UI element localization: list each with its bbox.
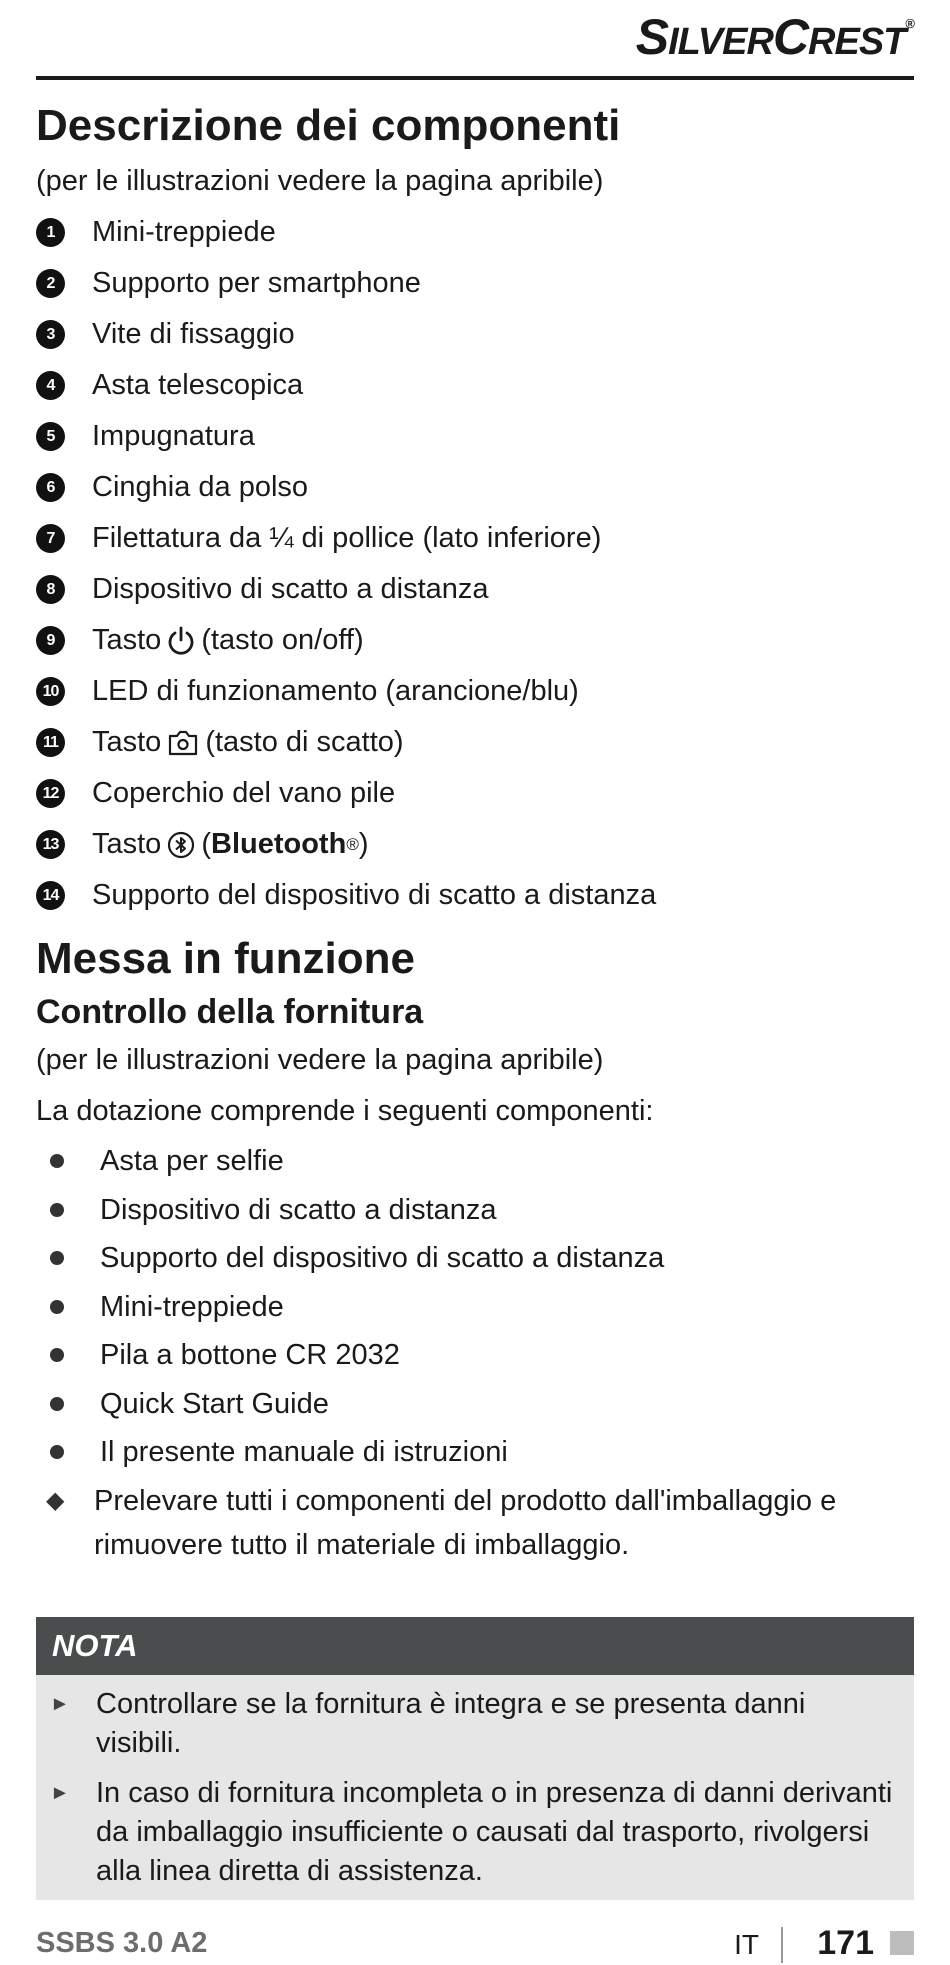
- number-badge: 5: [36, 422, 65, 451]
- arrow-right-icon: ►: [50, 1693, 70, 1715]
- number-badge: 14: [36, 881, 65, 910]
- list-item-text: Asta per selfie: [100, 1145, 284, 1177]
- component-label: Tasto: [92, 624, 162, 656]
- note-item: [50, 1774, 898, 1891]
- number-badge: 7: [36, 524, 65, 553]
- setup-heading: Messa in funzione: [36, 934, 415, 983]
- component-label: LED di funzionamento (arancione/blu): [92, 675, 579, 707]
- component-item: [36, 462, 914, 513]
- component-item: [36, 768, 914, 819]
- component-item: [36, 870, 914, 921]
- list-item-text: Il presente manuale di istruzioni: [100, 1436, 508, 1468]
- component-item: [36, 666, 914, 717]
- note-item: [50, 1685, 898, 1763]
- page-content: [36, 96, 914, 1567]
- components-heading: Descrizione dei componenti: [36, 101, 621, 150]
- component-item: [36, 258, 914, 309]
- component-item: [36, 615, 914, 666]
- component-label: Impugnatura: [92, 420, 255, 452]
- component-item: [36, 717, 914, 768]
- list-item: [36, 1137, 914, 1186]
- list-item-text: Quick Start Guide: [100, 1387, 329, 1420]
- component-item: [36, 411, 914, 462]
- component-label: Dispositivo di scatto a distanza: [92, 573, 489, 605]
- number-badge: 4: [36, 371, 65, 400]
- power-icon: [167, 626, 195, 656]
- action-text: Prelevare tutti i componenti del prodotto dall'imballaggio e rimuovere tutto il materiale di imballaggio.: [94, 1484, 837, 1561]
- bullet-icon: [50, 1300, 64, 1314]
- components-subtitle: (per le illustrazioni vedere la pagina apribile): [36, 165, 604, 197]
- page-number: 171: [817, 1924, 874, 1962]
- registered-mark: ®: [346, 835, 359, 854]
- arrow-right-icon: ►: [50, 1782, 70, 1804]
- component-label: Supporto del dispositivo di scatto a distanza: [92, 879, 657, 911]
- number-badge: 1: [36, 218, 65, 247]
- delivery-heading: Controllo della fornitura: [36, 993, 424, 1031]
- camera-icon: [167, 729, 199, 757]
- component-label: Tasto: [92, 726, 162, 758]
- number-badge: 9: [36, 626, 65, 655]
- component-label: Supporto per smartphone: [92, 267, 421, 299]
- bullet-icon: [50, 1445, 64, 1459]
- number-badge: 12: [36, 779, 65, 808]
- page-header: [36, 0, 914, 80]
- component-item: [36, 513, 914, 564]
- component-item: [36, 564, 914, 615]
- number-badge: 3: [36, 320, 65, 349]
- component-item: [36, 309, 914, 360]
- component-label: Coperchio del vano pile: [92, 777, 396, 809]
- list-item: [36, 1380, 914, 1429]
- bullet-icon: [50, 1348, 64, 1362]
- list-item-text: Pila a bottone CR 2032: [100, 1339, 400, 1371]
- component-label-suffix: (tasto on/off): [201, 624, 364, 656]
- note-title: NOTA: [36, 1617, 914, 1675]
- component-label: Vite di fissaggio: [92, 318, 295, 350]
- component-label: Mini-treppiede: [92, 216, 276, 248]
- page-footer: [36, 1925, 914, 1965]
- language-code: IT: [734, 1929, 759, 1960]
- bullet-icon: [50, 1154, 64, 1168]
- bluetooth-icon: [167, 831, 195, 859]
- number-badge: 10: [36, 677, 65, 706]
- component-label: Cinghia da polso: [92, 471, 309, 503]
- note-box: [36, 1617, 914, 1900]
- component-item: [36, 360, 914, 411]
- bullet-icon: [50, 1203, 64, 1217]
- list-item: [36, 1428, 914, 1477]
- component-item: [36, 207, 914, 258]
- component-item: 13 Tasto ( Bluetooth ® ): [36, 819, 914, 870]
- number-badge: 8: [36, 575, 65, 604]
- delivery-subtitle: (per le illustrazioni vedere la pagina apribile): [36, 1044, 604, 1076]
- number-badge: 11: [36, 728, 65, 757]
- diamond-icon: ◆: [46, 1486, 65, 1514]
- component-label: Tasto: [92, 828, 162, 860]
- number-badge: 6: [36, 473, 65, 502]
- brand-logo: SILVERCREST®: [635, 9, 914, 65]
- list-item-text: Dispositivo di scatto a distanza: [100, 1193, 497, 1226]
- list-item: [36, 1283, 914, 1332]
- bullet-icon: [50, 1397, 64, 1411]
- note-text: Controllare se la fornitura è integra e se presenta danni visibili.: [96, 1688, 806, 1759]
- component-label-suffix: (tasto di scatto): [205, 726, 404, 758]
- footer-divider: [781, 1927, 783, 1963]
- component-label: Asta telescopica: [92, 369, 304, 401]
- number-badge: 13: [36, 830, 65, 859]
- list-item: [36, 1331, 914, 1380]
- list-item: [36, 1186, 914, 1235]
- note-text: In caso di fornitura incompleta o in presenza di danni derivanti da imballaggio insufficiente o causati dal trasporto, rivolgersi alla linea diretta di assistenza.: [96, 1777, 893, 1887]
- bullet-icon: [50, 1251, 64, 1265]
- model-number: SSBS 3.0 A2: [36, 1927, 208, 1959]
- list-item-text: Supporto del dispositivo di scatto a distanza: [100, 1242, 665, 1274]
- bluetooth-word: Bluetooth: [211, 828, 347, 860]
- action-step: [36, 1479, 914, 1567]
- component-label: Filettatura da ¼ di pollice (lato inferiore): [92, 522, 602, 554]
- list-item: [36, 1234, 914, 1283]
- delivery-intro: La dotazione comprende i seguenti componenti:: [36, 1095, 654, 1127]
- page-marker: [890, 1931, 914, 1955]
- number-badge: 2: [36, 269, 65, 298]
- list-item-text: Mini-treppiede: [100, 1290, 284, 1323]
